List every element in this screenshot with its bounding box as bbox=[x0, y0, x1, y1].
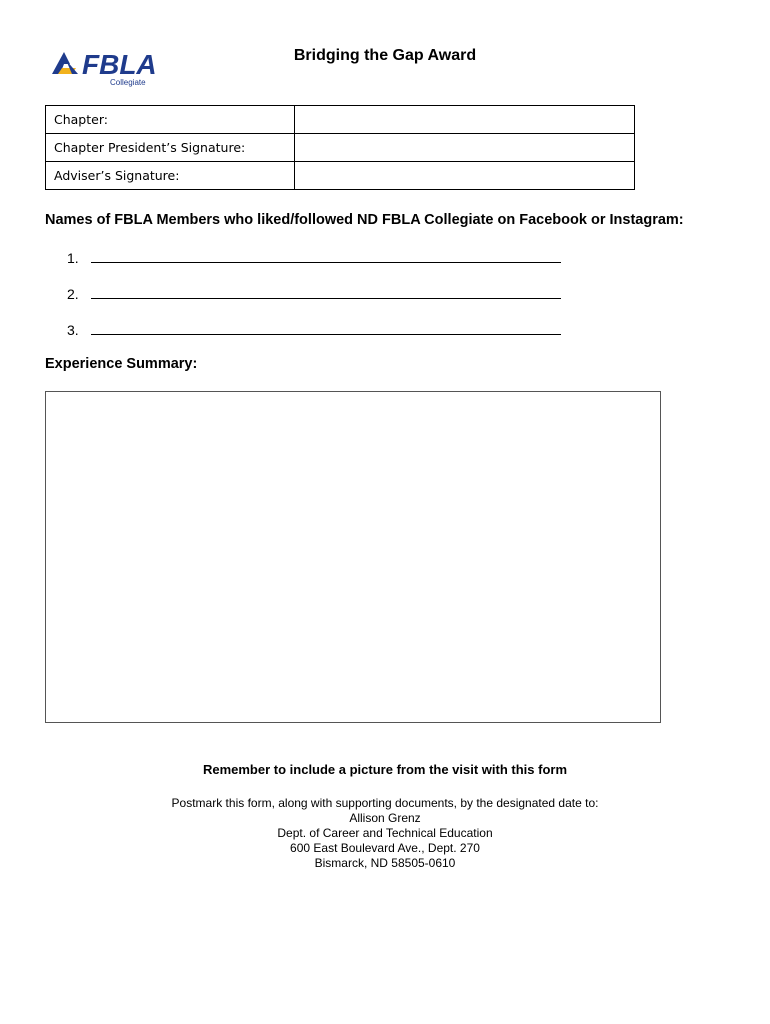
page-title: Bridging the Gap Award bbox=[293, 47, 477, 64]
member-line-2[interactable] bbox=[67, 284, 561, 302]
logo-subtext: Collegiate bbox=[110, 78, 146, 87]
mailing-address bbox=[0, 796, 770, 871]
logo-text: FBLA bbox=[82, 49, 157, 80]
info-table bbox=[45, 105, 635, 190]
address-dept: Dept. of Career and Technical Education bbox=[277, 826, 493, 840]
member-blank[interactable] bbox=[91, 320, 561, 335]
address-street: 600 East Boulevard Ave., Dept. 270 bbox=[290, 841, 480, 855]
member-number: 1. bbox=[67, 250, 79, 266]
chapter-label: Chapter: bbox=[46, 106, 295, 134]
member-line-1[interactable] bbox=[67, 248, 561, 266]
address-city: Bismarck, ND 58505-0610 bbox=[314, 856, 456, 870]
member-blank[interactable] bbox=[91, 248, 561, 263]
member-blank[interactable] bbox=[91, 284, 561, 299]
president-signature-field[interactable] bbox=[295, 134, 635, 162]
address-intro: Postmark this form, along with supporting documents, by the designated date to: bbox=[171, 796, 599, 810]
reminder-text: Remember to include a picture from the visit with this form bbox=[202, 762, 568, 777]
adviser-signature-label: Adviser’s Signature: bbox=[46, 162, 295, 190]
chapter-field[interactable] bbox=[295, 106, 635, 134]
member-number: 2. bbox=[67, 286, 79, 302]
member-number: 3. bbox=[67, 322, 79, 338]
table-row bbox=[46, 162, 635, 190]
member-line-3[interactable] bbox=[67, 320, 561, 338]
summary-heading: Experience Summary: bbox=[45, 356, 198, 372]
address-name: Allison Grenz bbox=[349, 811, 421, 825]
table-row bbox=[46, 106, 635, 134]
names-heading: Names of FBLA Members who liked/followed ND FBLA Collegiate on Facebook or Instagram: bbox=[45, 212, 684, 228]
experience-summary-box[interactable] bbox=[45, 391, 661, 723]
adviser-signature-field[interactable] bbox=[295, 162, 635, 190]
president-signature-label: Chapter President’s Signature: bbox=[46, 134, 295, 162]
table-row bbox=[46, 134, 635, 162]
